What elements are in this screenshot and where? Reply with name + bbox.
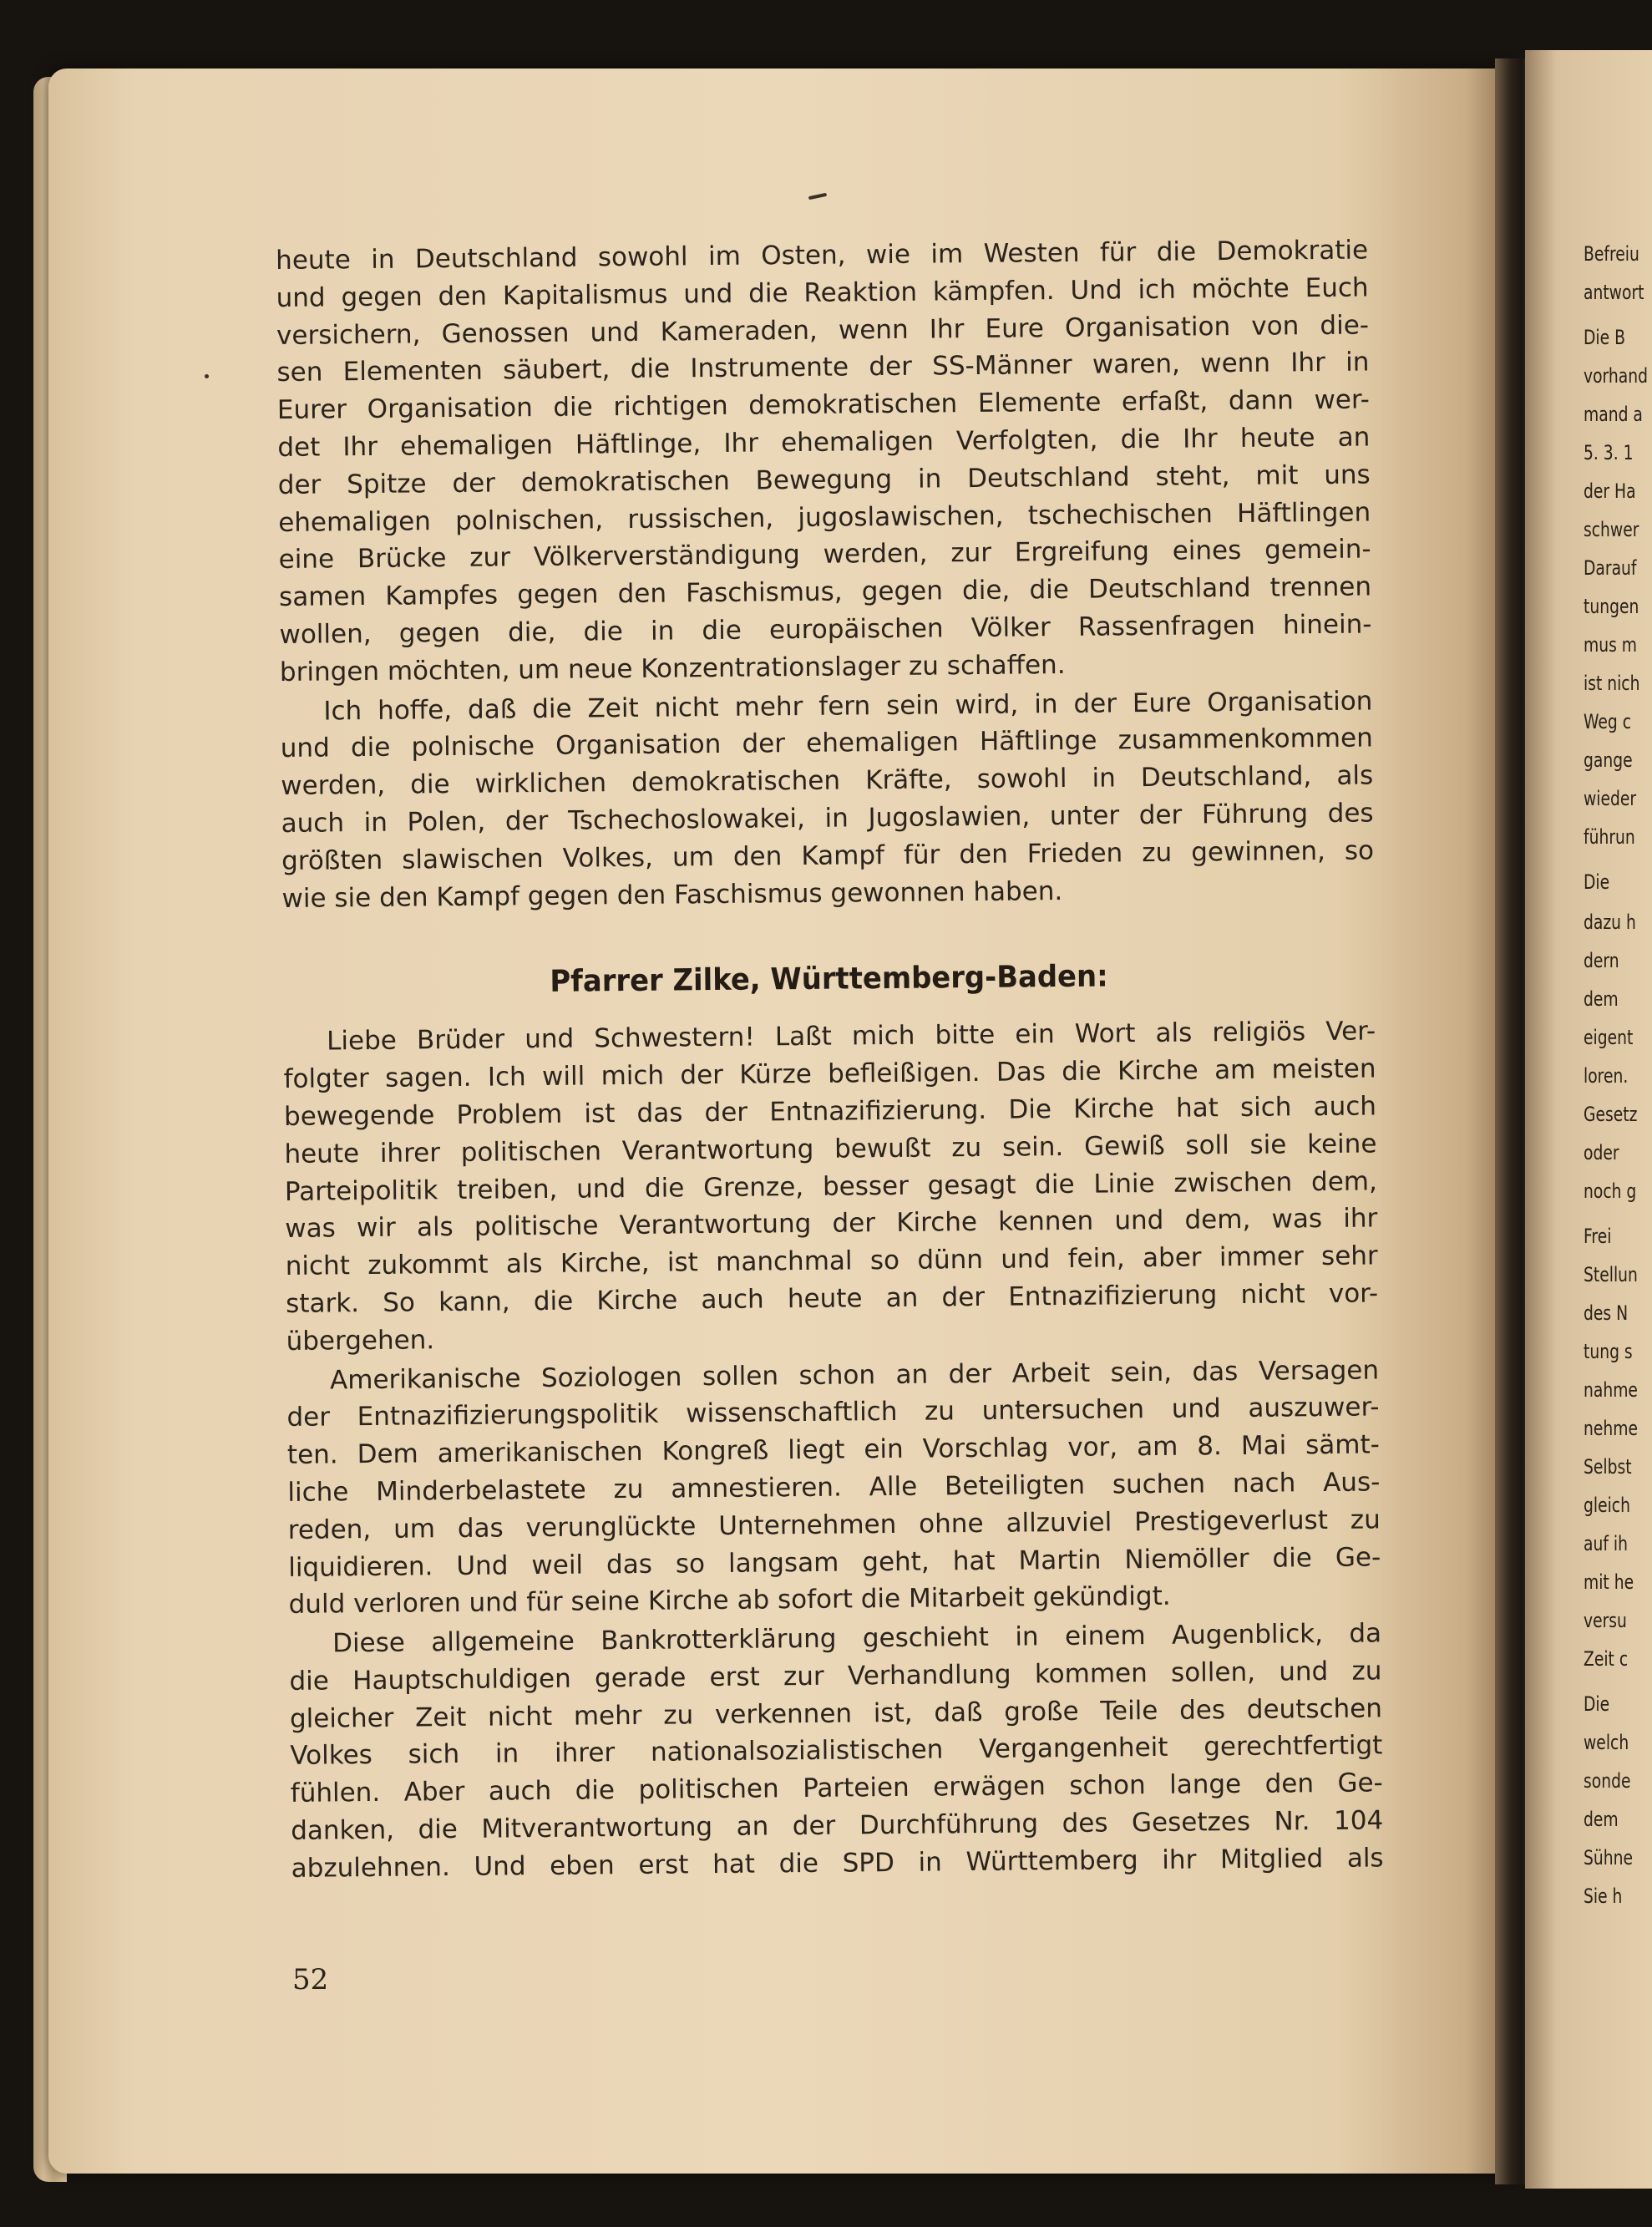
next-page-fragment: Sühne [1584, 1846, 1633, 1869]
text-line: liquidieren. Und weil das so langsam geht, hat Martin Niemöller die Ge- [288, 1541, 1381, 1583]
next-page-fragment: gange [1584, 748, 1633, 772]
next-page-fragment: auf ih [1584, 1532, 1628, 1555]
text-line: heute ihrer politischen Verantwortung bewußt zu sein. Gewiß soll sie keine [284, 1129, 1377, 1169]
paragraph [286, 1352, 1381, 1624]
text-line: nicht zukommt als Kirche, ist manchmal so dünn und fein, aber immer sehr [285, 1240, 1378, 1282]
next-page-fragment: Sie h [1584, 1885, 1623, 1908]
next-page-fragment: versu [1584, 1609, 1627, 1632]
next-page-fragment: Stellun [1584, 1263, 1638, 1286]
next-page-fragment: welch [1584, 1731, 1629, 1754]
next-page-edge [1525, 50, 1652, 2189]
next-page-fragment: führun [1584, 825, 1635, 849]
text-line: der Spitze der demokratischen Bewegung in Deutschland steht, mit uns [277, 459, 1371, 500]
next-page-fragment: Die [1584, 870, 1610, 894]
text-line: die Hauptschuldigen gerade erst zur Verhandlung kommen sollen, und zu [289, 1656, 1382, 1697]
next-page-fragment: Zeit c [1584, 1647, 1629, 1671]
text-line: der Entnazifizierungspolitik wissenschaftlich zu untersuchen und auszuwer- [286, 1392, 1380, 1433]
text-line: Diese allgemeine Bankrotterklärung geschieht in einem Augenblick, da [332, 1618, 1382, 1659]
paragraph [283, 1013, 1379, 1361]
next-page-fragment: dem [1584, 1808, 1619, 1831]
page-number: 52 [292, 1963, 329, 1996]
text-line: versichern, Genossen und Kameraden, wenn Ihr Eure Organisation von die- [276, 310, 1370, 351]
text-line: eine Brücke zur Völkerverständigung werden, zur Ergreifung eines gemein- [278, 534, 1371, 576]
text-line: übergehen. [286, 1324, 435, 1357]
next-page-fragment: Selbst [1584, 1455, 1632, 1479]
next-page-fragment: loren. [1584, 1064, 1629, 1088]
text-line: Volkes sich in ihrer nationalsozialistischen Vergangenheit gerechtfertigt [290, 1730, 1383, 1772]
next-page-fragment: antwort [1584, 281, 1644, 304]
text-line: liche Minderbelastete zu amnestieren. Alle Beteiligten suchen nach Aus- [287, 1467, 1381, 1508]
next-page-fragment: nehme [1584, 1417, 1639, 1440]
text-line: werden, die wirklichen demokratischen Kräfte, sowohl in Deutschland, als [281, 760, 1374, 802]
text-line: auch in Polen, der Tschechoslowakei, in Jugoslawien, unter der Führung des [281, 798, 1374, 839]
text-line: Ich hoffe, daß die Zeit nicht mehr fern sein wird, in der Eure Organisation [323, 685, 1373, 727]
text-line: sen Elementen säubert, die Instrumente der SS-Männer waren, wenn Ihr in [276, 347, 1370, 388]
text-line: Parteipolitik treiben, und die Grenze, besser gesagt die Linie zwischen dem, [284, 1165, 1378, 1207]
next-page-fragment: nahme [1584, 1378, 1638, 1402]
text-line: bewegende Problem ist das der Entnazifizierung. Die Kirche hat sich auch [283, 1091, 1377, 1132]
ink-speck [205, 374, 209, 378]
next-page-fragment: noch g [1584, 1179, 1637, 1203]
next-page-fragment: 5. 3. 1 [1584, 441, 1634, 464]
next-page-fragment: wieder [1584, 787, 1637, 810]
next-page-fragment: Gesetz [1584, 1103, 1638, 1126]
paragraph [276, 231, 1372, 691]
next-page-fragment: mand a [1584, 403, 1643, 426]
section-heading: Pfarrer Zilke, Württemberg-Baden: [550, 959, 1108, 1000]
next-page-fragment: dern [1584, 949, 1619, 972]
paragraph [289, 1615, 1384, 1887]
text-line: det Ihr ehemaligen Häftlinge, Ihr ehemaligen Verfolgten, die Ihr heute an [277, 422, 1371, 463]
text-line: Liebe Brüder und Schwestern! Laßt mich bitte ein Wort als religiös Ver- [327, 1016, 1376, 1057]
text-line: und die polnische Organisation der ehemaligen Häftlinge zusammenkommen [280, 723, 1373, 764]
text-line: reden, um das verunglückte Unternehmen ohne allzuviel Prestigeverlust zu [287, 1504, 1381, 1545]
text-line: wollen, gegen die, die in die europäischen Völker Rassenfragen hinein- [279, 609, 1372, 650]
next-page-fragment: ist nich [1584, 672, 1640, 695]
next-page-fragment: oder [1584, 1141, 1619, 1164]
next-page-fragment: Befreiu [1584, 242, 1639, 266]
text-line: größten slawischen Volkes, um den Kampf für den Frieden zu gewinnen, so [281, 835, 1375, 876]
text-line: wie sie den Kampf gegen den Faschismus gewonnen haben. [281, 875, 1063, 914]
next-page-fragment: tung s [1584, 1340, 1633, 1363]
text-line: abzulehnen. Und eben erst hat die SPD in Württemberg ihr Mitglied als [291, 1843, 1384, 1884]
text-line: ehemaligen polnischen, russischen, jugoslawischen, tschechischen Häftlingen [278, 497, 1371, 538]
text-line: samen Kampfes gegen den Faschismus, gegen die, die Deutschland trennen [278, 571, 1372, 613]
paragraph [280, 682, 1375, 917]
next-page-fragment: dazu h [1584, 911, 1636, 934]
text-line: stark. So kann, die Kirche auch heute an der Entnazifizierung nicht vor- [286, 1278, 1379, 1319]
text-line: folgter sagen. Ich will mich der Kürze befleißigen. Das die Kirche am meisten [283, 1053, 1376, 1095]
text-line: heute in Deutschland sowohl im Osten, wie im Westen für die Demokratie [276, 235, 1369, 276]
next-page-fragment: tungen [1584, 595, 1639, 618]
text-line: Eurer Organisation die richtigen demokratischen Elemente erfaßt, dann wer- [276, 384, 1371, 426]
text-line: und gegen den Kapitalismus und die Reaktion kämpfen. Und ich möchte Euch [276, 272, 1369, 313]
next-page-fragment: mit he [1584, 1570, 1634, 1594]
next-page-fragment: Weg c [1584, 710, 1632, 733]
next-page-fragment: gleich [1584, 1494, 1630, 1517]
next-page-fragment: vorhand [1584, 364, 1648, 388]
text-line: gleicher Zeit nicht mehr zu verkennen ist, daß große Teile des deutschen [289, 1693, 1383, 1734]
text-line: danken, die Mitverantwortung an der Durchführung des Gesetzes Nr. 104 [291, 1805, 1384, 1846]
text-line: was wir als politische Verantwortung der Kirche kennen und dem, was ihr [285, 1203, 1378, 1245]
next-page-fragment: schwer [1584, 518, 1639, 541]
text-line: Amerikanische Soziologen sollen schon an der Arbeit sein, das Versagen [329, 1354, 1380, 1395]
text-line: ten. Dem amerikanischen Kongreß liegt ein Vorschlag vor, am 8. Mai sämt- [286, 1429, 1381, 1471]
next-page-fragment: Frei [1584, 1225, 1612, 1248]
text-line: fühlen. Aber auch die politischen Parteien erwägen schon lange den Ge- [290, 1768, 1383, 1809]
page-text [276, 231, 1384, 1887]
next-page-fragment: Darauf [1584, 556, 1637, 580]
next-page-fragment: des N [1584, 1301, 1629, 1325]
next-page-fragment: eigent [1584, 1026, 1634, 1049]
next-page-fragment: Die B [1584, 326, 1625, 349]
next-page-fragment: dem [1584, 987, 1619, 1011]
next-page-fragment: mus m [1584, 633, 1638, 657]
next-page-fragment: sonde [1584, 1769, 1631, 1793]
text-line: bringen möchten, um neue Konzentrationslager zu schaffen. [279, 649, 1066, 687]
next-page-fragment: Die [1584, 1692, 1610, 1716]
text-line: duld verloren und für seine Kirche ab sofort die Mitarbeit gekündigt. [288, 1581, 1171, 1621]
next-page-fragment: der Ha [1584, 479, 1636, 503]
